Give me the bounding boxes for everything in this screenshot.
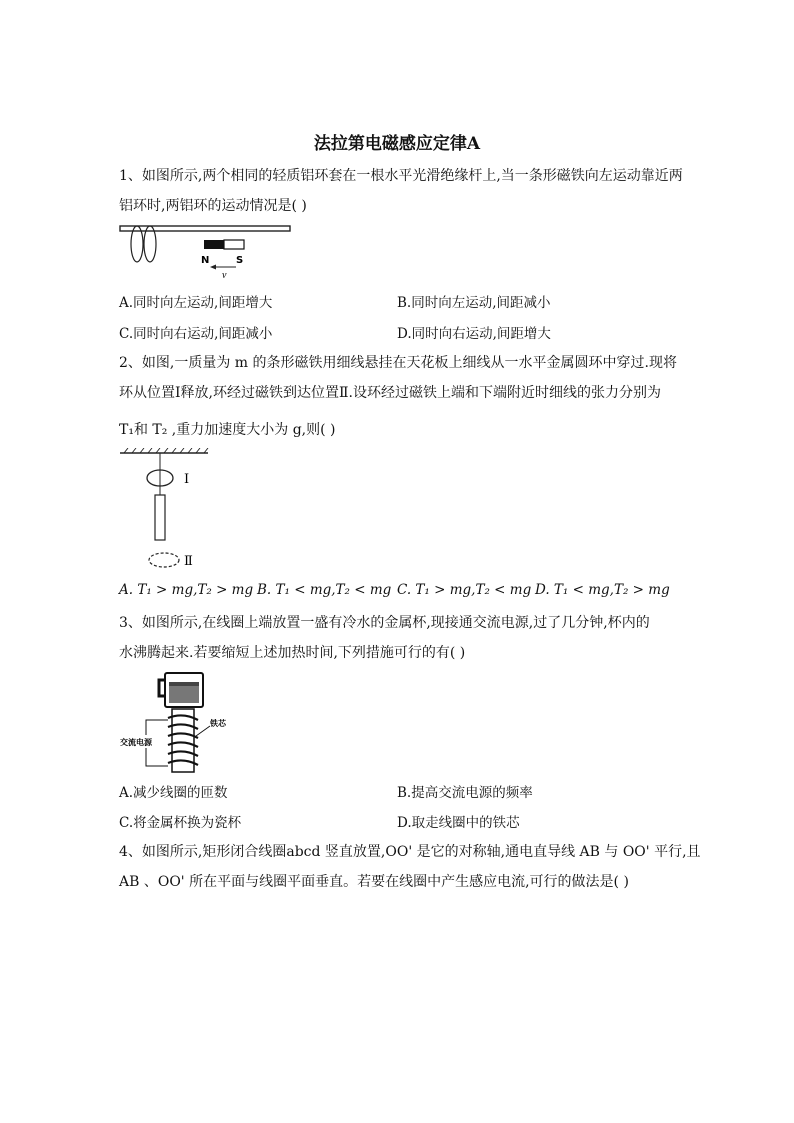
q2-option-b[interactable]: B. T₁ < mg,T₂ < mg xyxy=(257,582,392,598)
label-position-1: Ⅰ xyxy=(184,472,190,487)
label-n: N xyxy=(201,255,210,266)
label-ac-source: 交流电源 xyxy=(120,738,152,747)
q1-stem-line2: 铝环时,两铝环的运动情况是( ) xyxy=(119,198,307,214)
metal-ring-position-2 xyxy=(149,553,179,567)
q1-stem-line1: 1、如图所示,两个相同的轻质铝环套在一根水平光滑绝缘杆上,当一条形磁铁向左运动靠近两 xyxy=(119,168,683,184)
q3-option-d[interactable]: D.取走线圈中的铁芯 xyxy=(397,815,520,831)
q4-stem-line1: 4、如图所示,矩形闭合线圈abcd 竖直放置,OO' 是它的对称轴,通电直导线 AB 与 OO' 平行,且 xyxy=(119,844,701,860)
q3-option-b[interactable]: B.提高交流电源的频率 xyxy=(397,785,533,801)
q2-option-a[interactable]: A. T₁ > mg,T₂ > mg xyxy=(119,582,254,598)
label-iron-core: 铁芯 xyxy=(210,719,226,728)
wire-top xyxy=(146,720,168,735)
bar-magnet xyxy=(155,495,165,540)
q4-stem-line2: AB 、OO' 所在平面与线圈平面垂直。若要在线圈中产生感应电流,可行的做法是( ) xyxy=(119,874,629,890)
q1-option-a[interactable]: A.同时向左运动,间距增大 xyxy=(119,295,273,311)
velocity-arrowhead-icon xyxy=(210,265,216,270)
label-position-2: Ⅱ xyxy=(184,554,193,569)
label-v: v xyxy=(222,270,227,280)
q3-option-c[interactable]: C.将金属杯换为瓷杯 xyxy=(119,815,242,831)
q2-stem-line3: T₁和 T₂ ,重力加速度大小为 g,则( ) xyxy=(119,422,336,438)
q2-figure-hanging-magnet xyxy=(118,448,218,570)
core-pointer-line xyxy=(196,726,210,736)
q2-stem-line1: 2、如图,一质量为 m 的条形磁铁用细线悬挂在天花板上细线从一水平金属圆环中穿过.现将 xyxy=(119,355,677,371)
q1-figure-rings-magnet xyxy=(118,222,298,280)
wire-bottom xyxy=(146,748,168,766)
q3-option-a[interactable]: A.减少线圈的匝数 xyxy=(119,785,228,801)
q1-option-b[interactable]: B.同时向左运动,间距减小 xyxy=(397,295,551,311)
page-title: 法拉第电磁感应定律A xyxy=(313,134,481,154)
q1-option-c[interactable]: C.同时向右运动,间距减小 xyxy=(119,326,273,342)
q2-option-d[interactable]: D. T₁ < mg,T₂ > mg xyxy=(535,582,670,598)
q3-figure-coil-cup xyxy=(118,670,253,775)
q1-option-d[interactable]: D.同时向右运动,间距增大 xyxy=(397,326,551,342)
label-s: S xyxy=(236,255,244,266)
q2-option-c[interactable]: C. T₁ > mg,T₂ < mg xyxy=(397,582,532,598)
magnet-s-pole xyxy=(224,240,244,249)
q2-stem-line2: 环从位置Ⅰ释放,环经过磁铁到达位置Ⅱ.设环经过磁铁上端和下端附近时细线的张力分别为 xyxy=(119,385,661,401)
q3-stem-line2: 水沸腾起来.若要缩短上述加热时间,下列措施可行的有( ) xyxy=(119,645,466,661)
magnet-n-pole xyxy=(204,240,224,249)
q3-stem-line1: 3、如图所示,在线圈上端放置一盛有冷水的金属杯,现接通交流电源,过了几分钟,杯内的 xyxy=(119,615,650,631)
